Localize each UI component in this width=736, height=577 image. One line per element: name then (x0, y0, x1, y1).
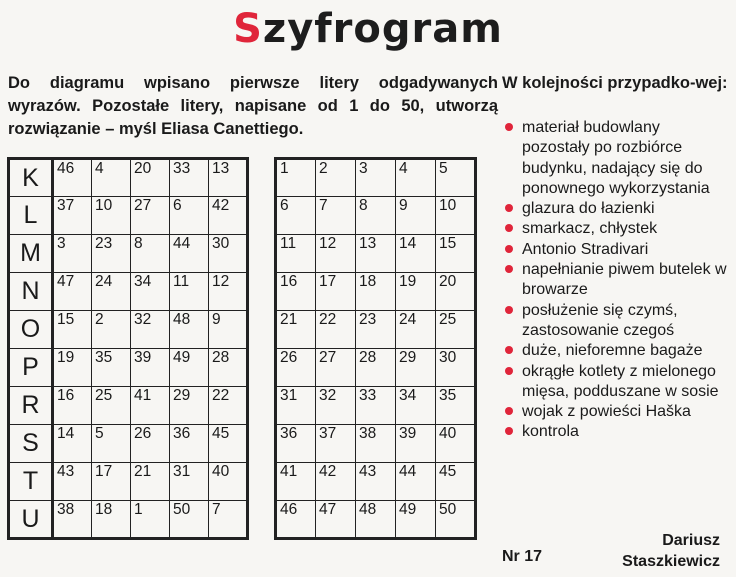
solution-cell[interactable]: 48 (356, 501, 396, 539)
solution-cell[interactable]: 27 (316, 349, 356, 387)
row-letter: S (9, 425, 53, 463)
grid-cell[interactable]: 12 (209, 273, 248, 311)
solution-cell[interactable]: 16 (276, 273, 316, 311)
title-rest: zyfrogram (262, 6, 503, 52)
grid-row (9, 349, 248, 387)
grid-cell[interactable]: 25 (92, 387, 131, 425)
clue-text: smarkacz, chłystek (522, 220, 658, 238)
solution-cell[interactable]: 50 (436, 501, 476, 539)
bullet-icon (505, 346, 513, 354)
solution-cell[interactable]: 43 (356, 463, 396, 501)
clue-item (500, 422, 728, 442)
solution-cell[interactable]: 4 (396, 159, 436, 197)
grid-row (9, 159, 248, 197)
row-letter: R (9, 387, 53, 425)
solution-cell[interactable]: 30 (436, 349, 476, 387)
grid-cell[interactable]: 30 (209, 235, 248, 273)
grid-cell[interactable]: 9 (209, 311, 248, 349)
letter-grid (7, 157, 249, 540)
grid-cell[interactable]: 18 (92, 501, 131, 539)
row-letter: P (9, 349, 53, 387)
solution-cell[interactable]: 5 (436, 159, 476, 197)
grid-cell[interactable]: 17 (92, 463, 131, 501)
clue-text: posłużenie się czymś, zastosowanie czegoś (522, 301, 678, 339)
solution-cell[interactable]: 35 (436, 387, 476, 425)
solution-cell[interactable]: 11 (276, 235, 316, 273)
bullet-icon (505, 245, 513, 253)
clue-text: Antonio Stradivari (522, 240, 649, 258)
clue-text: napełnianie piwem butelek w browarze (522, 261, 727, 299)
row-letter: K (9, 159, 53, 197)
grid-cell[interactable]: 7 (209, 501, 248, 539)
grid-cell[interactable]: 1 (131, 501, 170, 539)
solution-cell[interactable]: 24 (396, 311, 436, 349)
row-letter: M (9, 235, 53, 273)
grid-cell[interactable]: 8 (131, 235, 170, 273)
grid-row (9, 235, 248, 273)
grid-cell[interactable]: 31 (170, 463, 209, 501)
solution-row (276, 387, 476, 425)
bullet-icon (505, 204, 513, 212)
solution-cell[interactable]: 42 (316, 463, 356, 501)
solution-cell[interactable]: 22 (316, 311, 356, 349)
row-letter: U (9, 501, 53, 539)
solution-row (276, 349, 476, 387)
grid-cell[interactable]: 37 (53, 197, 92, 235)
grid-cell[interactable]: 49 (170, 349, 209, 387)
grid-cell[interactable]: 13 (209, 159, 248, 197)
grid-cell[interactable]: 36 (170, 425, 209, 463)
solution-cell[interactable]: 33 (356, 387, 396, 425)
solution-cell[interactable]: 28 (356, 349, 396, 387)
grid-cell[interactable]: 46 (53, 159, 92, 197)
solution-cell[interactable]: 20 (436, 273, 476, 311)
solution-row (276, 501, 476, 539)
grid-cell[interactable]: 6 (170, 197, 209, 235)
grid-cell[interactable]: 24 (92, 273, 131, 311)
puzzle-title (0, 6, 736, 52)
clues-heading: W kolejności przypadko-wej: (502, 74, 728, 92)
grid-cell[interactable]: 26 (131, 425, 170, 463)
row-letter: L (9, 197, 53, 235)
clue-item (500, 240, 728, 260)
grid-cell[interactable]: 16 (53, 387, 92, 425)
grid-row (9, 425, 248, 463)
grid-cell[interactable]: 21 (131, 463, 170, 501)
grid-cell[interactable]: 4 (92, 159, 131, 197)
grid-cell[interactable]: 35 (92, 349, 131, 387)
solution-cell[interactable]: 8 (356, 197, 396, 235)
solution-row (276, 273, 476, 311)
solution-cell[interactable]: 19 (396, 273, 436, 311)
grid-cell[interactable]: 15 (53, 311, 92, 349)
author-name: Dariusz Staszkiewicz (622, 532, 720, 570)
grid-cell[interactable]: 42 (209, 197, 248, 235)
solution-cell[interactable]: 14 (396, 235, 436, 273)
grid-cell[interactable]: 43 (53, 463, 92, 501)
solution-cell[interactable]: 29 (396, 349, 436, 387)
solution-cell[interactable]: 18 (356, 273, 396, 311)
clue-item (500, 260, 728, 301)
clue-text: duże, nieforemne bagaże (522, 342, 703, 360)
clue-item (500, 118, 728, 199)
solution-cell[interactable]: 6 (276, 197, 316, 235)
clue-item (500, 219, 728, 239)
grid-cell[interactable]: 5 (92, 425, 131, 463)
clue-text: okrągłe kotlety z mielonego mięsa, podduszane w sosie (522, 362, 719, 400)
grid-cell[interactable]: 20 (131, 159, 170, 197)
solution-cell[interactable]: 25 (436, 311, 476, 349)
grid-cell[interactable]: 32 (131, 311, 170, 349)
grid-cell[interactable]: 3 (53, 235, 92, 273)
solution-cell[interactable]: 1 (276, 159, 316, 197)
clue-text: wojak z powieści Haška (522, 403, 691, 421)
solution-row (276, 197, 476, 235)
bullet-icon (505, 265, 513, 273)
grid-cell[interactable]: 14 (53, 425, 92, 463)
solution-cell[interactable]: 3 (356, 159, 396, 197)
grid-cell[interactable]: 45 (209, 425, 248, 463)
grid-cell[interactable]: 27 (131, 197, 170, 235)
clue-item (500, 199, 728, 219)
grid-cell[interactable]: 39 (131, 349, 170, 387)
grid-cell[interactable]: 11 (170, 273, 209, 311)
grid-cell[interactable]: 44 (170, 235, 209, 273)
grid-row (9, 273, 248, 311)
solution-cell[interactable]: 46 (276, 501, 316, 539)
solution-cell[interactable]: 36 (276, 425, 316, 463)
grid-cell[interactable]: 40 (209, 463, 248, 501)
title-first-letter: S (233, 6, 263, 52)
solution-cell[interactable]: 49 (396, 501, 436, 539)
solution-row (276, 235, 476, 273)
bullet-icon (505, 224, 513, 232)
solution-cell[interactable]: 10 (436, 197, 476, 235)
solution-cell[interactable]: 23 (356, 311, 396, 349)
solution-cell[interactable]: 7 (316, 197, 356, 235)
bullet-icon (505, 407, 513, 415)
clue-item (500, 341, 728, 361)
solution-row (276, 463, 476, 501)
clue-text: materiał budowlany pozostały po rozbiórce budynku, nadający się do ponownego wykorzystania (522, 119, 710, 197)
solution-cell[interactable]: 41 (276, 463, 316, 501)
solution-row (276, 425, 476, 463)
solution-cell[interactable]: 44 (396, 463, 436, 501)
solution-cell[interactable]: 15 (436, 235, 476, 273)
grid-cell[interactable]: 22 (209, 387, 248, 425)
grid-cell[interactable]: 10 (92, 197, 131, 235)
row-letter: T (9, 463, 53, 501)
solution-cell[interactable]: 9 (396, 197, 436, 235)
solution-cell[interactable]: 2 (316, 159, 356, 197)
grid-row (9, 463, 248, 501)
solution-cell[interactable]: 21 (276, 311, 316, 349)
grid-cell[interactable]: 23 (92, 235, 131, 273)
grid-cell[interactable]: 2 (92, 311, 131, 349)
solution-row (276, 159, 476, 197)
grid-row (9, 387, 248, 425)
clue-item (500, 362, 728, 403)
instructions-text: Do diagramu wpisano pierwsze litery odgadywanych wyrazów. Pozostałe litery, napisane od 1 do 50, utworzą rozwiązanie – myśl Eliasa Canettiego. (8, 74, 498, 138)
issue-number: Nr 17 (502, 548, 543, 565)
solution-cell[interactable]: 17 (316, 273, 356, 311)
solution-cell[interactable]: 26 (276, 349, 316, 387)
bullet-icon (505, 306, 513, 314)
clue-text: glazura do łazienki (522, 200, 655, 218)
grid-row (9, 197, 248, 235)
solution-cell[interactable]: 38 (356, 425, 396, 463)
grid-cell[interactable]: 38 (53, 501, 92, 539)
clue-list (500, 118, 728, 443)
grid-cell[interactable]: 28 (209, 349, 248, 387)
grid-cell[interactable]: 29 (170, 387, 209, 425)
bullet-icon (505, 367, 513, 375)
solution-cell[interactable]: 32 (316, 387, 356, 425)
solution-cell[interactable]: 47 (316, 501, 356, 539)
grid-cell[interactable]: 41 (131, 387, 170, 425)
grid-cell[interactable]: 19 (53, 349, 92, 387)
solution-cell[interactable]: 12 (316, 235, 356, 273)
row-letter: N (9, 273, 53, 311)
solution-cell[interactable]: 39 (396, 425, 436, 463)
solution-cell[interactable]: 45 (436, 463, 476, 501)
grid-cell[interactable]: 33 (170, 159, 209, 197)
grid-cell[interactable]: 50 (170, 501, 209, 539)
clue-item (500, 402, 728, 422)
solution-grid (274, 157, 477, 540)
grid-cell[interactable]: 47 (53, 273, 92, 311)
grid-row (9, 501, 248, 539)
row-letter: O (9, 311, 53, 349)
clue-text: kontrola (522, 423, 579, 441)
grid-row (9, 311, 248, 349)
solution-cell[interactable]: 34 (396, 387, 436, 425)
solution-cell[interactable]: 31 (276, 387, 316, 425)
bullet-icon (505, 123, 513, 131)
bullet-icon (505, 427, 513, 435)
solution-row (276, 311, 476, 349)
solution-cell[interactable]: 40 (436, 425, 476, 463)
solution-cell[interactable]: 37 (316, 425, 356, 463)
solution-cell[interactable]: 13 (356, 235, 396, 273)
grid-cell[interactable]: 48 (170, 311, 209, 349)
clue-item (500, 301, 728, 342)
grid-cell[interactable]: 34 (131, 273, 170, 311)
